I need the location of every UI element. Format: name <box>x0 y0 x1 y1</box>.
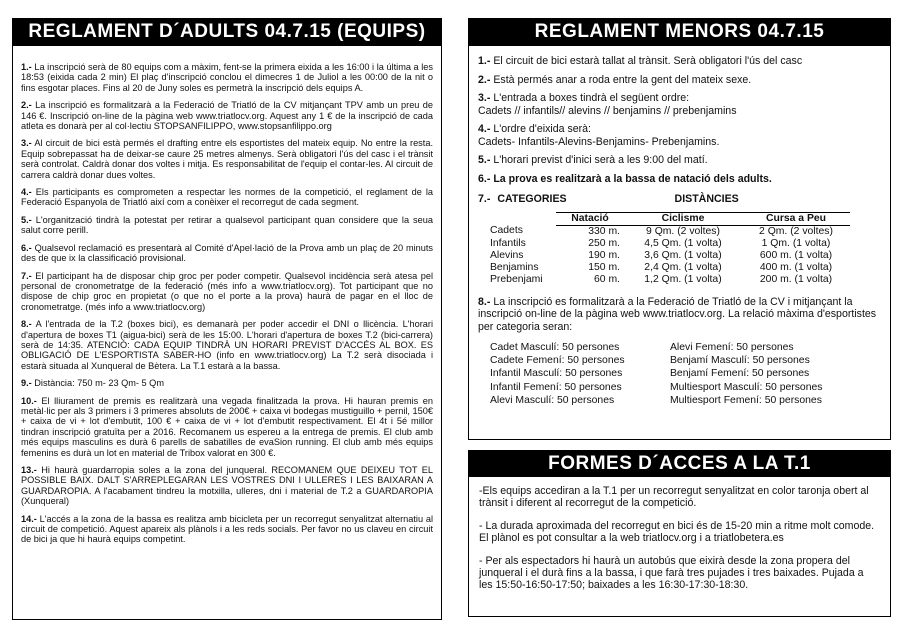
rule-item <box>21 514 433 545</box>
table-cell: 1 Qm. (1 volta) <box>761 237 831 249</box>
rule-item <box>21 100 433 131</box>
item-number: 8.- <box>21 319 32 330</box>
item-subtext: Cadets // infantils// alevins // benjamins // prebenjamins <box>478 104 737 117</box>
item-text: L'horari previst d'inici serà a les 9:00 del matí. <box>493 154 708 166</box>
table-row <box>486 250 850 262</box>
rule-item <box>21 215 433 236</box>
table-row <box>486 238 850 250</box>
item-text: Qualsevol reclamació es presentarà al Comité d'Apel·lació de la Prova amb un plaç de 20 minuts des de que ix la classificació provisional. <box>21 242 433 264</box>
item-number: 13.- <box>21 465 37 475</box>
table-cell: 1,2 Qm. (1 volta) <box>644 273 722 285</box>
access-paragraph: - Per als espectadors hi haurà un autobús que eixirà desde la zona propera del junqueral i el durà fins a la bassa, i que farà tres pujades i tres baixades. Pujada a les 15:50-16:50-17:50; baixades a les 16:30-17:30-18:30. <box>479 554 864 592</box>
category-limit: Alevi Masculí: 50 persones <box>490 394 615 406</box>
categories-heading <box>478 193 879 206</box>
table-cell: 150 m. <box>588 261 620 273</box>
table-cell: 2,4 Qm. (1 volta) <box>644 261 722 273</box>
minors-column <box>468 0 891 407</box>
distances-label: DISTÀNCIES <box>674 193 739 205</box>
item-text: Els participants es comprometen a respectar les normes de la competició, el reglament de la Federació Espanyola de Triatló així com a conèixer el recorregut de cada segment. <box>21 187 433 208</box>
rule-item <box>21 396 433 458</box>
rule-item <box>21 138 433 180</box>
item-text: Està permés anar a roda entre la gent del mateix sexe. <box>493 73 752 86</box>
item-text: La prova es realitzarà a la bassa de natació dels adults. <box>493 172 772 185</box>
table-cell: Prebenjami <box>490 273 543 285</box>
item-number: 1.- <box>478 55 491 67</box>
distances-table <box>486 212 850 286</box>
table-cell: 9 Qm. (2 voltes) <box>646 225 720 237</box>
item-number: 10.- <box>21 395 37 406</box>
adults-rules-list <box>12 46 442 545</box>
rule-item <box>478 123 879 148</box>
table-cell: 60 m. <box>594 273 620 285</box>
item-text: La inscripció es formalitzarà a la Federació de Triatló de la CV mitjançant TPV amb un preu de 146 €. Inscripció on-line de la pàgina web www.triatlocv.org. Aquest any 1 € de la inscripció de cada atleta es donarà per al col·lectiu STOPSANFILIPPO, www.stopsanfilippo.org <box>21 100 433 132</box>
rule-item <box>21 187 433 208</box>
item-number: 14.- <box>21 513 37 524</box>
registration-item <box>478 296 879 334</box>
categories-label: CATEGORIES <box>497 193 567 205</box>
rule-item <box>478 154 879 167</box>
table-cell: 2 Qm. (2 voltes) <box>759 225 833 237</box>
category-limit: Infantil Femení: 50 persones <box>490 381 622 393</box>
table-cell: 400 m. (1 volta) <box>759 261 833 273</box>
item-number: 7.- <box>21 270 32 281</box>
table-header-cell: Natació <box>556 212 624 225</box>
category-limits <box>490 341 879 407</box>
item-number: 3.- <box>478 92 491 104</box>
table-header-cell: Ciclisme <box>624 212 742 225</box>
table-row <box>486 262 850 274</box>
item-text: A l'entrada de la T.2 (boxes bici), es demanarà per poder accedir el DNI o llicència. L'horari d'apertura de boxes T1 (aigua-bici) serà de les 15:00. L'horari d'apertura de boxes T.2 (bici-carrera) serà de 14:35. ATENCIÓ: CADA EQUIP TINDRÀ UN HORARI PREVIST D'ACCÉS AL BOX. ES OBLIGACIÓ DE L'ESPORTISTA SABER-HO (info en www.triatlocv.org) La T.2 serà disociada i estarà situada al Xunqueral de Bètera. La T.1 estarà a la bassa. <box>21 319 433 371</box>
access-t1-panel <box>468 450 891 617</box>
table-header-row <box>486 212 850 225</box>
item-number: 3.- <box>21 138 32 149</box>
rule-item <box>21 465 433 507</box>
item-number: 4.- <box>21 187 32 198</box>
table-cell: Alevins <box>490 249 524 261</box>
category-limit: Benjamí Masculí: 50 persones <box>670 355 810 367</box>
item-text: El participant ha de disposar chip groc per poder competir. Qualsevol incidència serà atesa pel personal de cronometratge de la federació (més info a www.triatlocv.org). Tot participant que no dispose de chip groc en propietat (o que no el porte a la prova) haurà de pagar en el lloc de cronometratge. (més info a www.triatlocv.org) <box>21 270 433 312</box>
table-cell: 190 m. <box>588 249 620 261</box>
item-number: 4.- <box>478 123 491 135</box>
table-header-cell: Cursa a Peu <box>742 212 850 225</box>
item-number: 5.- <box>478 154 491 166</box>
table-cell: Benjamins <box>490 261 539 273</box>
category-limit: Cadete Femení: 50 persones <box>490 355 625 367</box>
rule-item <box>21 62 433 93</box>
item-number: 7.- <box>478 193 491 205</box>
table-cell: Cadets <box>490 225 523 237</box>
item-number: 9.- <box>21 378 32 389</box>
item-text: La inscripció es formalitzarà a la Federació de Triatló de la CV i mitjançant la inscripció on-line de la pàgina web www.triatlocv.org. La relació màxima d'esportistes per categoria seran: <box>478 295 877 333</box>
item-text: Al circuit de bici està permés el drafting entre els esportistes del mateix equip. No entre la resta. Equip sobrepassat ha de deixar-se caure 25 metres almenys. Serà obligatori l'ús del casc i el trànsit serà controlat. Caldrà donar dos voltes i mitja. Es responsabilitat de l'equip el contar-les. Al circuit de carrera caldrà donar dues voltes. <box>21 138 433 180</box>
table-row <box>486 274 850 286</box>
table-cell: Infantils <box>490 237 526 249</box>
item-text: La inscripció serà de 80 equips com a màxim, fent-se la primera eixida a les 16:00 i la última a les 18:53 (eixida cada 2 min) El plaç d'inscripció conclou el dimecres 1 de Juliol a les 00:00 de la nit o fins esgotar places. Fins al 20 de Juny soles es permetrà la inscripció dels equips A. <box>21 62 433 93</box>
table-cell: 600 m. (1 volta) <box>759 249 833 261</box>
rule-item <box>478 92 879 117</box>
item-subtext: Cadets- Infantils-Alevins-Benjamins- Prebenjamins. <box>478 135 720 148</box>
item-text: L'entrada a boxes tindrà el següent ordre: <box>493 92 690 104</box>
item-text: Hi haurà guardarropia soles a la zona del junqueral. RECOMANEM QUE DEIXEU TOT EL POSSIBLE BAIX. DALT S'ARREPLEGARAN LES VOSTRES DNI I ULLERES I LES BAIXARAN A GUARDAROPIA. A l'acabament tindreu la motxilla, ulleres, dni i material de T.2 a GUARDAROPIA (Xunqueral) <box>21 465 433 507</box>
minors-title: REGLAMENT MENORS 04.7.15 <box>468 18 891 46</box>
category-limit: Benjamí Femení: 50 persones <box>670 368 810 380</box>
item-text: El circuit de bici estarà tallat al trànsit. Serà obligatori l'ús del casc <box>493 55 803 67</box>
adults-column <box>12 0 442 552</box>
item-number: 8.- <box>478 295 491 308</box>
rule-item <box>21 319 433 371</box>
item-number: 6.- <box>21 242 32 253</box>
item-number: 2.- <box>478 73 491 86</box>
table-cell: 250 m. <box>588 237 620 249</box>
rule-item <box>478 173 879 186</box>
category-limit: Cadet Masculí: 50 persones <box>490 342 620 353</box>
category-limit: Infantil Masculí: 50 persones <box>490 368 623 380</box>
item-text: L'ordre d'eixida serà: <box>493 123 592 135</box>
item-text: El lliurament de premis es realitzarà una vegada finalitzada la prova. Hi hauran premis en metàl·lic per als 3 primers i 3 primeres absoluts de 200€ + caixa vi bodegas mustiguillo + pernil, 150€ + caixa de vi + lot d'embutit, 100 € + caixa de vi + lot d'embutit respectivament. El 4t i 5é millor tindran inscripció gratuïta per a 2016. Recomanem us espereu a la entrega de premis. El club amb més equips masculins es durà 6 parells de sabatilles de evaSion running. El club amb més equips femenins es durà un lot en material de Tribox valorat en 300 €. <box>21 395 433 458</box>
table-cell: 3,6 Qm. (1 volta) <box>644 249 722 261</box>
rule-item <box>478 55 879 68</box>
item-number: 1.- <box>21 62 32 72</box>
access-paragraph: - La durada aproximada del recorregut en bici és de 15-20 min a ritme molt comode. El plànol es pot consultar a la web triatlocv.org i a triatlobetera.es <box>479 519 875 545</box>
category-limit: Alevi Femení: 50 persones <box>670 342 794 353</box>
rule-item <box>478 74 879 87</box>
table-row <box>486 225 850 238</box>
rule-item <box>21 243 433 264</box>
rule-item <box>21 378 433 388</box>
rule-item <box>21 271 433 313</box>
table-cell: 200 m. (1 volta) <box>759 273 833 285</box>
table-cell: 330 m. <box>588 225 620 237</box>
item-text: L'accés a la zona de la bassa es realitza amb bicicleta per un recorregut senyalitzat alternatiu al circuit de competició. Aquest apareix als plànols i a les reds socials. Per favor no us claveu en circuit de bici ja que hi haurà equips competint. <box>21 513 433 545</box>
minors-rules-list <box>468 46 891 407</box>
access-title: FORMES D´ACCES A LA T.1 <box>469 451 890 477</box>
item-number: 2.- <box>21 100 32 111</box>
item-text: L'organització tindrà la potestat per retirar a qualsevol participant quan considere que la seua salut corre perill. <box>21 214 433 236</box>
table-cell: 4,5 Qm. (1 volta) <box>644 237 722 249</box>
access-paragraph: -Els equips accediran a la T.1 per un recorregut senyalitzat en color taronja obert al trànsit i diferent al recorregut de la competició. <box>479 485 869 510</box>
category-limit: Multiesport Femení: 50 persones <box>670 394 822 406</box>
adults-title: REGLAMENT D´ADULTS 04.7.15 (EQUIPS) <box>12 18 442 46</box>
category-limit: Multiesport Masculí: 50 persones <box>670 381 823 393</box>
item-number: 6.- <box>478 172 491 185</box>
item-text: Distància: 750 m- 23 Qm- 5 Qm <box>34 378 164 389</box>
item-number: 5.- <box>21 214 32 225</box>
